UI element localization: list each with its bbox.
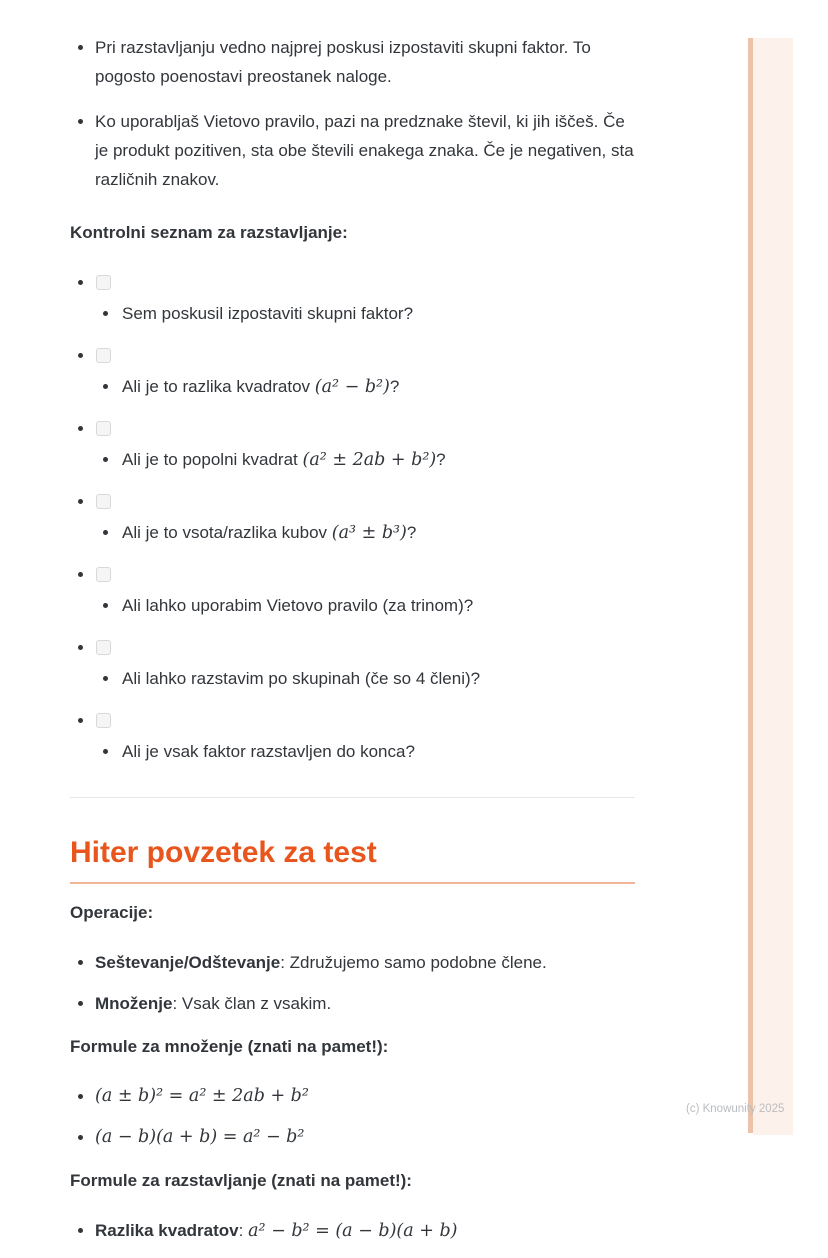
checkbox[interactable] (96, 713, 111, 728)
math-formula: (a ± b)² = a² ± 2ab + b² (95, 1086, 309, 1106)
checkbox[interactable] (96, 640, 111, 655)
checkbox[interactable] (96, 275, 111, 290)
checklist-question: Sem poskusil izpostaviti skupni faktor? (122, 304, 414, 323)
list-item (70, 107, 635, 194)
checklist-question: Ali je to razlika kvadratov (a² − b²)? (122, 377, 400, 397)
operation-item: Seštevanje/Odštevanje: Združujemo samo podobne člene. (95, 953, 547, 972)
bullet-marker (78, 1135, 83, 1140)
bullet-marker (78, 119, 83, 124)
bullet-marker (103, 676, 108, 681)
bullet-marker (78, 718, 83, 723)
page-edge-stripe-fill (753, 38, 793, 1135)
checkbox[interactable] (96, 348, 111, 363)
list-item (70, 948, 635, 977)
inline-math: (a³ ± b³) (331, 523, 407, 543)
bullet-marker (103, 603, 108, 608)
inline-math: (a² ± 2ab + b²) (302, 450, 437, 470)
list-item-text: Ko uporabljaš Vietovo pravilo, pazi na predznake števil, ki jih iščeš. Če je produkt pozitiven, sta obe števili enakega znaka. Če je negativen, sta različnih znakov. (95, 112, 634, 189)
checklist-question: Ali je to popolni kvadrat (a² ± 2ab + b²)? (122, 450, 446, 470)
copyright-note: (c) Knowunity 2025 (686, 1103, 785, 1115)
checklist-item (70, 708, 635, 767)
checklist-item (70, 270, 635, 329)
operation-item: Množenje: Vsak član z vsakim. (95, 994, 332, 1013)
bullet-marker (78, 353, 83, 358)
bullet-marker (78, 1228, 83, 1233)
checklist-heading: Kontrolni seznam za razstavljanje: (70, 223, 348, 242)
bullet-marker (78, 960, 83, 965)
inline-math: (a² − b²) (314, 377, 390, 397)
bullet-marker (78, 426, 83, 431)
checklist-question: Ali lahko uporabim Vietovo pravilo (za trinom)? (122, 596, 474, 615)
section-divider (70, 797, 635, 798)
formula-item (70, 1082, 635, 1111)
bullet-marker (103, 530, 108, 535)
mult-formulas-heading: Formule za množenje (znati na pamet!): (70, 1037, 389, 1056)
document-content (70, 0, 635, 1258)
math-formula: (a − b)(a + b) = a² − b² (95, 1127, 305, 1147)
bullet-marker (103, 457, 108, 462)
bullet-marker (78, 45, 83, 50)
list-item (70, 33, 635, 91)
checklist-item (70, 562, 635, 621)
checklist-item (70, 489, 635, 548)
checklist-question: Ali je vsak faktor razstavljen do konca? (122, 742, 415, 761)
checkbox[interactable] (96, 421, 111, 436)
bullet-marker (78, 1001, 83, 1006)
section-heading-quick-summary: Hiter povzetek za test (70, 836, 635, 884)
bullet-marker (78, 1094, 83, 1099)
bullet-marker (103, 311, 108, 316)
checklist-item (70, 343, 635, 402)
checklist-item (70, 416, 635, 475)
checklist-item (70, 635, 635, 694)
list-item-text: Pri razstavljanju vedno najprej poskusi izpostaviti skupni faktor. To pogosto poenostavi preostanek naloge. (95, 38, 591, 86)
bullet-marker (103, 384, 108, 389)
checklist-question: Ali je to vsota/razlika kubov (a³ ± b³)? (122, 523, 417, 543)
operations-heading: Operacije: (70, 903, 154, 922)
bullet-marker (78, 645, 83, 650)
checkbox[interactable] (96, 494, 111, 509)
page-edge-stripe-line (748, 38, 753, 1133)
checkbox[interactable] (96, 567, 111, 582)
fact-formula-line: Razlika kvadratov: a² − b² = (a − b)(a + b) (95, 1221, 458, 1241)
fact-formulas-heading: Formule za razstavljanje (znati na pamet!): (70, 1171, 412, 1190)
checklist-question: Ali lahko razstavim po skupinah (če so 4 členi)? (122, 669, 481, 688)
bullet-marker (103, 749, 108, 754)
bullet-marker (78, 499, 83, 504)
list-item (70, 989, 635, 1018)
bullet-marker (78, 280, 83, 285)
formula-item (70, 1216, 635, 1246)
formula-item (70, 1123, 635, 1152)
math-formula: a² − b² = (a − b)(a + b) (248, 1221, 458, 1241)
bullet-marker (78, 572, 83, 577)
